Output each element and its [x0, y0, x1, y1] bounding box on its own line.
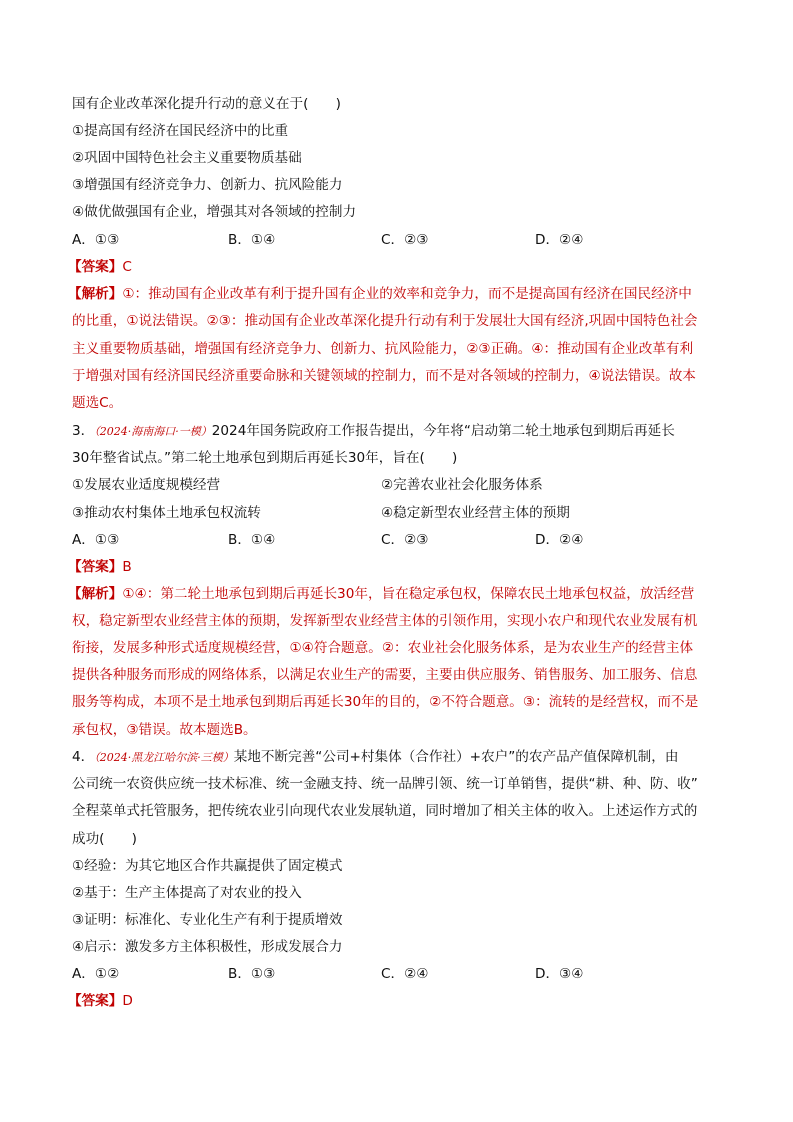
q2-option-d: D．②④: [535, 232, 584, 248]
q4-answer-label: 【答案】: [68, 993, 123, 1009]
q3-item-2: ②完善农业社会化服务体系: [381, 477, 543, 493]
q3-analysis-text-1: ①④：第二轮土地承包到期后再延长30年，旨在稳定承包权，保障农民土地承包权益，放活经营: [122, 586, 695, 602]
q3-item-3: ③推动农村集体土地承包权流转: [72, 505, 261, 521]
q4-answer: [68, 991, 133, 1011]
q3-source: （2024·海南海口·一模）: [94, 425, 212, 438]
q2-analysis-label: 【解析】: [68, 286, 123, 302]
q2-item-3: ③增强国有经济竞争力、创新力、抗风险能力: [72, 177, 343, 193]
q2-analysis-line-5: 题选C。: [72, 395, 123, 411]
q4-stem-text-1: 某地不断完善“公司+村集体（合作社）+农户”的农产品产值保障机制，由: [233, 749, 679, 765]
q4-option-a: A．①②: [72, 966, 120, 982]
q4-item-3: ③证明：标准化、专业化生产有利于提质增效: [72, 912, 343, 928]
q3-analysis-line-4: 提供各种服务而形成的网络体系，以满足农业生产的需要，主要由供应服务、销售服务、加工服务、信息: [72, 667, 698, 683]
q3-analysis-label: 【解析】: [68, 586, 123, 602]
q2-answer-value: C: [122, 259, 132, 275]
q3-option-b: B．①④: [228, 532, 276, 548]
q4-stem-line-2: 公司统一农资供应统一技术标准、统一金融支持、统一品牌引领、统一订单销售，提供“耕、种、防、收”: [72, 776, 698, 792]
q4-stem-line-3: 全程菜单式托管服务，把传统农业引向现代农业发展轨道，同时增加了相关主体的收入。上述运作方式的: [72, 803, 698, 819]
q2-item-2: ②巩固中国特色社会主义重要物质基础: [72, 150, 302, 166]
q3-analysis-line-1: [68, 584, 694, 604]
q2-option-a: A．①③: [72, 232, 120, 248]
q3-item-4: ④稳定新型农业经营主体的预期: [381, 505, 570, 521]
q3-stem-line-1: [72, 421, 675, 442]
q3-item-1: ①发展农业适度规模经营: [72, 477, 221, 493]
q2-analysis-line-3: 主义重要物质基础，增强国有经济竞争力、创新力、抗风险能力，②③正确。④：推动国有企业改革有利: [72, 341, 694, 357]
q2-analysis-line-1: [68, 284, 692, 304]
q2-stem: 国有企业改革深化提升行动的意义在于( ): [72, 96, 341, 112]
q3-answer-label: 【答案】: [68, 559, 123, 575]
q4-option-d: D．③④: [535, 966, 584, 982]
q3-stem-line-2: 30年整省试点。”第二轮土地承包到期后再延长30年，旨在( ): [72, 450, 458, 466]
q4-item-4: ④启示：激发多方主体积极性，形成发展合力: [72, 939, 343, 955]
q3-option-d: D．②④: [535, 532, 584, 548]
q3-number: 3．: [72, 423, 95, 439]
q3-option-a: A．①③: [72, 532, 120, 548]
q3-analysis-line-3: 衔接，发展多种形式适度规模经营，①④符合题意。②：农业社会化服务体系，是为农业生产的经营主体: [72, 640, 694, 656]
q3-answer-value: B: [122, 559, 132, 575]
q2-item-4: ④做优做强国有企业，增强其对各领域的控制力: [72, 204, 357, 220]
q4-option-c: C．②④: [381, 966, 429, 982]
q4-source: （2024·黑龙江哈尔滨·三模）: [94, 751, 234, 764]
q4-number: 4．: [72, 749, 95, 765]
q2-item-1: ①提高国有经济在国民经济中的比重: [72, 123, 289, 139]
q2-answer-label: 【答案】: [68, 259, 123, 275]
q4-stem-line-1: [72, 747, 678, 768]
q3-answer: [68, 557, 132, 577]
q2-answer: [68, 257, 132, 277]
q4-answer-value: D: [122, 993, 133, 1009]
q2-analysis-line-4: 于增强对国有经济国民经济重要命脉和关键领域的控制力，而不是对各领域的控制力，④说法错误。故本: [72, 368, 696, 384]
q3-analysis-line-5: 服务等构成，本项不是土地承包到期后再延长30年的目的，②不符合题意。③：流转的是经营权，而不是: [72, 694, 699, 710]
q2-option-b: B．①④: [228, 232, 276, 248]
q3-stem-text-1: 2024年国务院政府工作报告提出，今年将“启动第二轮土地承包到期后再延长: [211, 423, 675, 439]
q4-item-1: ①经验：为其它地区合作共赢提供了固定模式: [72, 858, 343, 874]
q2-analysis-text-1: ①：推动国有企业改革有利于提升国有企业的效率和竞争力，而不是提高国有经济在国民经济中: [122, 286, 692, 302]
q2-option-c: C．②③: [381, 232, 429, 248]
q4-item-2: ②基于：生产主体提高了对农业的投入: [72, 885, 302, 901]
q3-analysis-line-2: 权，稳定新型农业经营主体的预期，发挥新型农业经营主体的引领作用，实现小农户和现代农业发展有机: [72, 613, 698, 629]
q4-stem-line-4: 成功( ): [72, 831, 137, 847]
q3-analysis-line-6: 承包权，③错误。故本题选B。: [72, 722, 257, 738]
q4-option-b: B．①③: [228, 966, 276, 982]
q2-analysis-line-2: 的比重，①说法错误。②③：推动国有企业改革深化提升行动有利于发展壮大国有经济,巩固中国特色社会: [72, 313, 698, 329]
q3-option-c: C．②③: [381, 532, 429, 548]
